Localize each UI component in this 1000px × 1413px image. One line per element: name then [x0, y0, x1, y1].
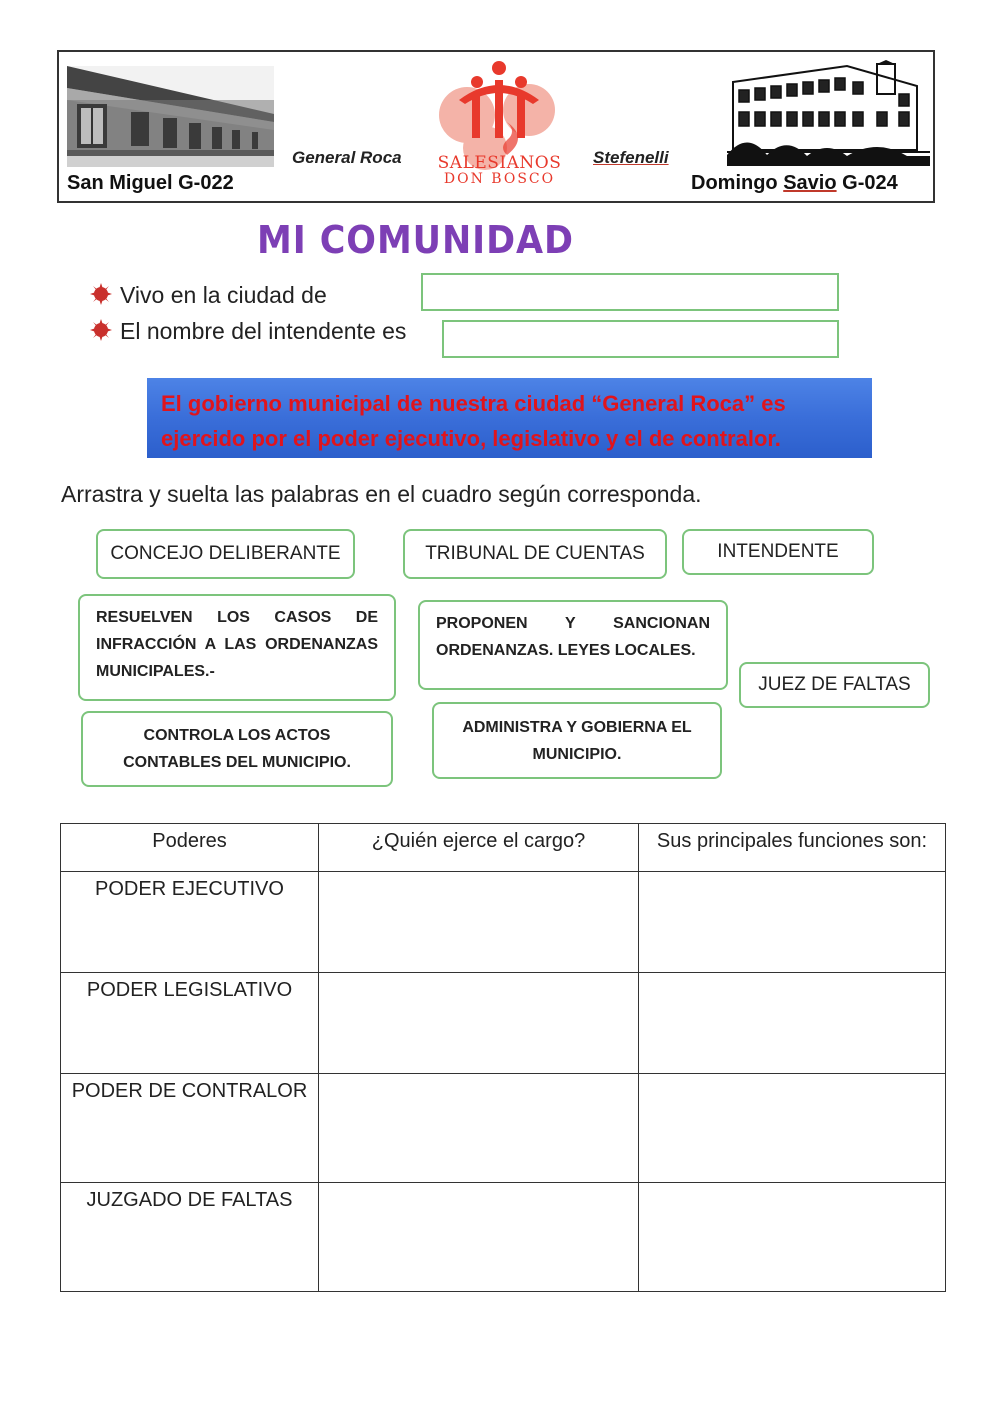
right-school-name: Domingo Savio G-024: [691, 172, 898, 194]
domingo-savio-building-sketch: [727, 60, 930, 166]
mayor-question-label: El nombre del intendente es: [120, 318, 407, 344]
info-banner: El gobierno municipal de nuestra ciudad “General Roca” es ejercido por el poder ejecutivo, legislativo y el de contralor.: [147, 378, 872, 458]
drag-card-concejo-deliberante[interactable]: CONCEJO DELIBERANTE: [96, 529, 355, 579]
row-label-poder-ejecutivo: PODER EJECUTIVO: [61, 872, 319, 973]
drag-card-controla-actos-contables[interactable]: CONTROLA LOS ACTOS CONTABLES DEL MUNICIPIO.: [81, 711, 393, 787]
row-label-poder-de-contralor: PODER DE CONTRALOR: [61, 1074, 319, 1183]
table-row: [61, 1074, 946, 1183]
header-quien-ejerce: ¿Quién ejerce el cargo?: [319, 824, 639, 872]
drop-zone-cargo-legislativo[interactable]: [319, 973, 639, 1074]
table-row: [61, 1183, 946, 1292]
row-label-juzgado-de-faltas: JUZGADO DE FALTAS: [61, 1183, 319, 1292]
drag-card-administra-municipio[interactable]: ADMINISTRA Y GOBIERNA EL MUNICIPIO.: [432, 702, 722, 779]
page-title: MI COMUNIDAD: [257, 218, 574, 262]
mayor-answer-input[interactable]: [442, 320, 839, 358]
logo-text-don-bosco: DON BOSCO: [443, 171, 556, 187]
logo-text-salesianos: SALESIANOS: [437, 153, 562, 173]
powers-table: [60, 823, 946, 1292]
table-row: [61, 872, 946, 973]
city-question: [90, 282, 327, 309]
drag-card-resuelven-infracciones[interactable]: RESUELVEN LOS CASOS DE INFRACCIÓN A LAS ORDENANZAS MUNICIPALES.-: [78, 594, 396, 701]
drop-zone-funciones-ejecutivo[interactable]: [639, 872, 946, 973]
city-answer-input[interactable]: [421, 273, 839, 311]
instruction-text: Arrastra y suelta las palabras en el cuadro según corresponda.: [61, 481, 702, 507]
city-right-label: Stefenelli: [593, 148, 669, 167]
red-starburst-bullet-icon: [90, 283, 112, 305]
drag-card-juez-de-faltas[interactable]: JUEZ DE FALTAS: [739, 662, 930, 708]
mayor-question: [90, 318, 406, 345]
header-poderes: Poderes: [61, 824, 319, 872]
row-label-poder-legislativo: PODER LEGISLATIVO: [61, 973, 319, 1074]
city-question-label: Vivo en la ciudad de: [120, 282, 327, 308]
school-header: [57, 50, 935, 203]
san-miguel-building-photo: [67, 66, 274, 167]
city-left-label: General Roca: [292, 148, 402, 167]
red-starburst-bullet-icon: [90, 319, 112, 341]
drop-zone-funciones-legislativo[interactable]: [639, 973, 946, 1074]
drop-zone-cargo-ejecutivo[interactable]: [319, 872, 639, 973]
table-row: [61, 973, 946, 1074]
left-school-name: San Miguel G-022: [67, 172, 234, 194]
header-funciones: Sus principales funciones son:: [639, 824, 946, 872]
drag-card-intendente[interactable]: INTENDENTE: [682, 529, 874, 575]
salesianos-logo: [437, 60, 562, 195]
drag-card-tribunal-de-cuentas[interactable]: TRIBUNAL DE CUENTAS: [403, 529, 667, 579]
drop-zone-cargo-contralor[interactable]: [319, 1074, 639, 1183]
table-header-row: [61, 824, 946, 872]
drop-zone-funciones-faltas[interactable]: [639, 1183, 946, 1292]
drop-zone-cargo-faltas[interactable]: [319, 1183, 639, 1292]
drop-zone-funciones-contralor[interactable]: [639, 1074, 946, 1183]
drag-card-proponen-ordenanzas[interactable]: PROPONEN Y SANCIONAN ORDENANZAS. LEYES LOCALES.: [418, 600, 728, 690]
